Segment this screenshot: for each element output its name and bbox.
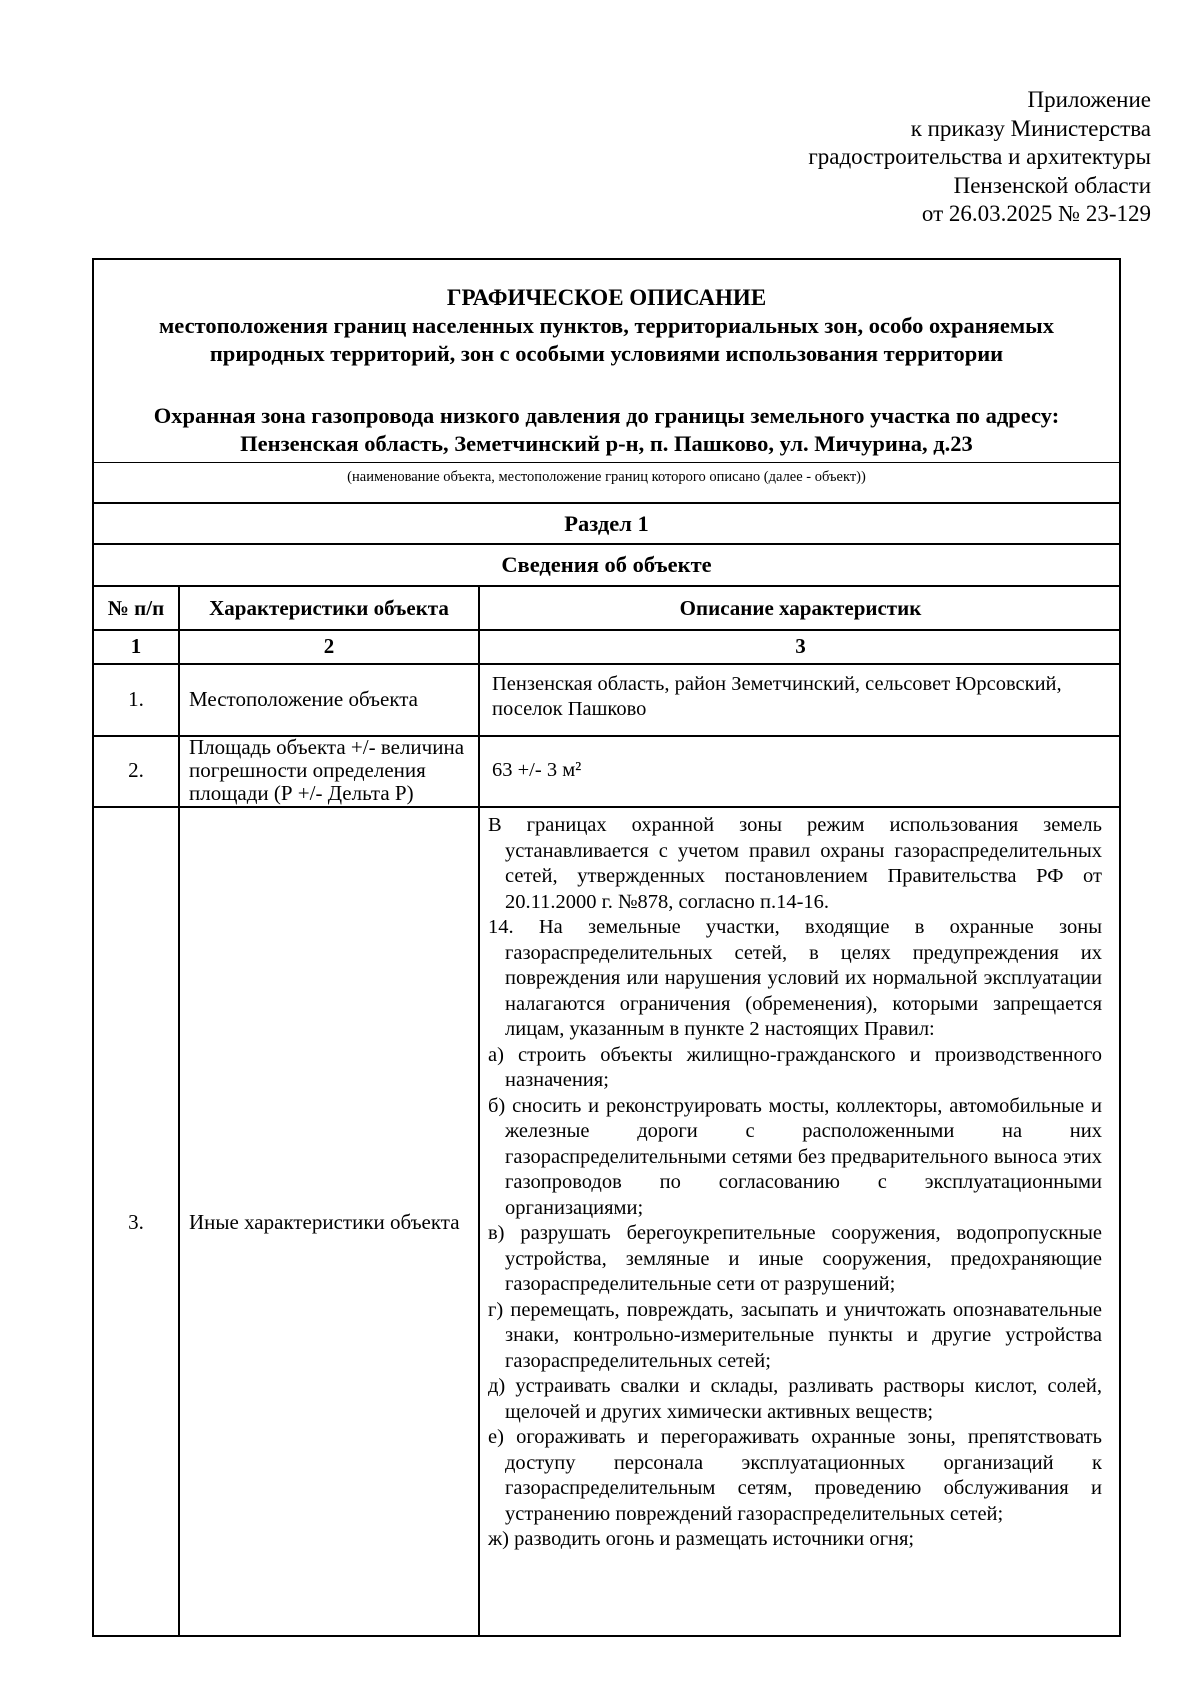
characteristic-name: Площадь объекта +/- величина погрешности определения площади (Р +/- Дельта Р) (189, 735, 465, 805)
description-paragraph: е) огораживать и перегораживать охранные зоны, препятствовать доступу персонала эксплуатационных организаций к газораспределительным сетям, проведению обслуживания и устранению повреждений газораспределительных сетей; (488, 1426, 1102, 1525)
appendix-line: Приложение (1027, 87, 1151, 112)
description-paragraph: в) разрушать берегоукрепительные сооружения, водопропускные устройства, земляные и иные сооружения, предохраняющие газораспределительные сети от разрушений; (488, 1222, 1102, 1295)
description-paragraph: ж) разводить огонь и размещать источники огня; (488, 1528, 915, 1550)
document-title: ГРАФИЧЕСКОЕ ОПИСАНИЕ (446, 285, 767, 310)
characteristic-name: Местоположение объекта (189, 687, 419, 711)
description-paragraph: г) перемещать, повреждать, засыпать и уничтожать опознавательные знаки, контрольно-измерительные пункты и другие устройства газораспределительных сетей; (488, 1298, 1102, 1372)
description-paragraph: а) строить объекты жилищно-гражданского и производственного назначения; (488, 1043, 1102, 1091)
column-number: 1 (130, 634, 142, 658)
characteristic-name: Иные характеристики объекта (189, 1210, 460, 1234)
column-header: Описание характеристик (679, 596, 922, 620)
document-subtitle: природных территорий, зон с особыми условиями использования территории (209, 341, 1004, 366)
column-number: 3 (795, 634, 806, 658)
appendix-line: к приказу Министерства (910, 115, 1151, 141)
row-number: 3. (128, 1210, 144, 1234)
characteristic-value: 63 +/- 3 м² (492, 759, 582, 781)
description-paragraph: б) сносить и реконструировать мосты, коллекторы, автомобильные и железные дороги с расположенными на них газораспределительными сетями без предварительного выноса этих газопроводов по согласованию с эксплуатационными организациями; (488, 1094, 1102, 1219)
section-subtitle: Сведения об объекте (94, 545, 1119, 587)
characteristic-value: Пензенская область, район Земетчинский, сельсовет Юрсовский, поселок Пашково (492, 673, 1062, 720)
object-name: Охранная зона газопровода низкого давления до границы земельного участка по адресу: (153, 403, 1060, 428)
column-header: № п/п (107, 596, 165, 620)
appendix-order-date: от 26.03.2025 № 23-129 (921, 201, 1151, 226)
document-header (94, 260, 1119, 463)
description-paragraph: 14. На земельные участки, входящие в охранные зоны газораспределительных сетей, в целях предупреждения их повреждения или нарушения условий их нормальной эксплуатации налагаются ограничения (обременения), которыми запрещается лицам, указанным в пункте 2 настоящих Правил: (488, 916, 1102, 1040)
row-number: 2. (128, 758, 144, 782)
row-number: 1. (128, 687, 144, 711)
object-address: Пензенская область, Земетчинский р-н, п. Пашково, ул. Мичурина, д.23 (240, 431, 973, 456)
document-subtitle: местоположения границ населенных пунктов, территориальных зон, особо охраняемых (158, 313, 1054, 338)
appendix-block (651, 86, 1151, 229)
appendix-line: Пензенской области (953, 172, 1151, 198)
characteristic-description (480, 808, 1121, 1553)
appendix-line: градостроительства и архитектуры (808, 144, 1151, 169)
section-title: Раздел 1 (94, 504, 1119, 545)
column-number: 2 (323, 634, 335, 658)
document-frame (92, 258, 1121, 1637)
object-caption: (наименование объекта, местоположение границ которого описано (далее - объект)) (94, 463, 1119, 504)
column-header: Характеристики объекта (209, 596, 449, 620)
description-paragraph: д) устраивать свалки и склады, разливать растворы кислот, солей, щелочей и других химически активных веществ; (488, 1375, 1102, 1423)
description-paragraph: В границах охранной зоны режим использования земель устанавливается с учетом правил охраны газораспределительных сетей, утвержденных постановлением Правительства РФ от 20.11.2000 г. №878, согласно п.14-16. (488, 814, 1102, 913)
